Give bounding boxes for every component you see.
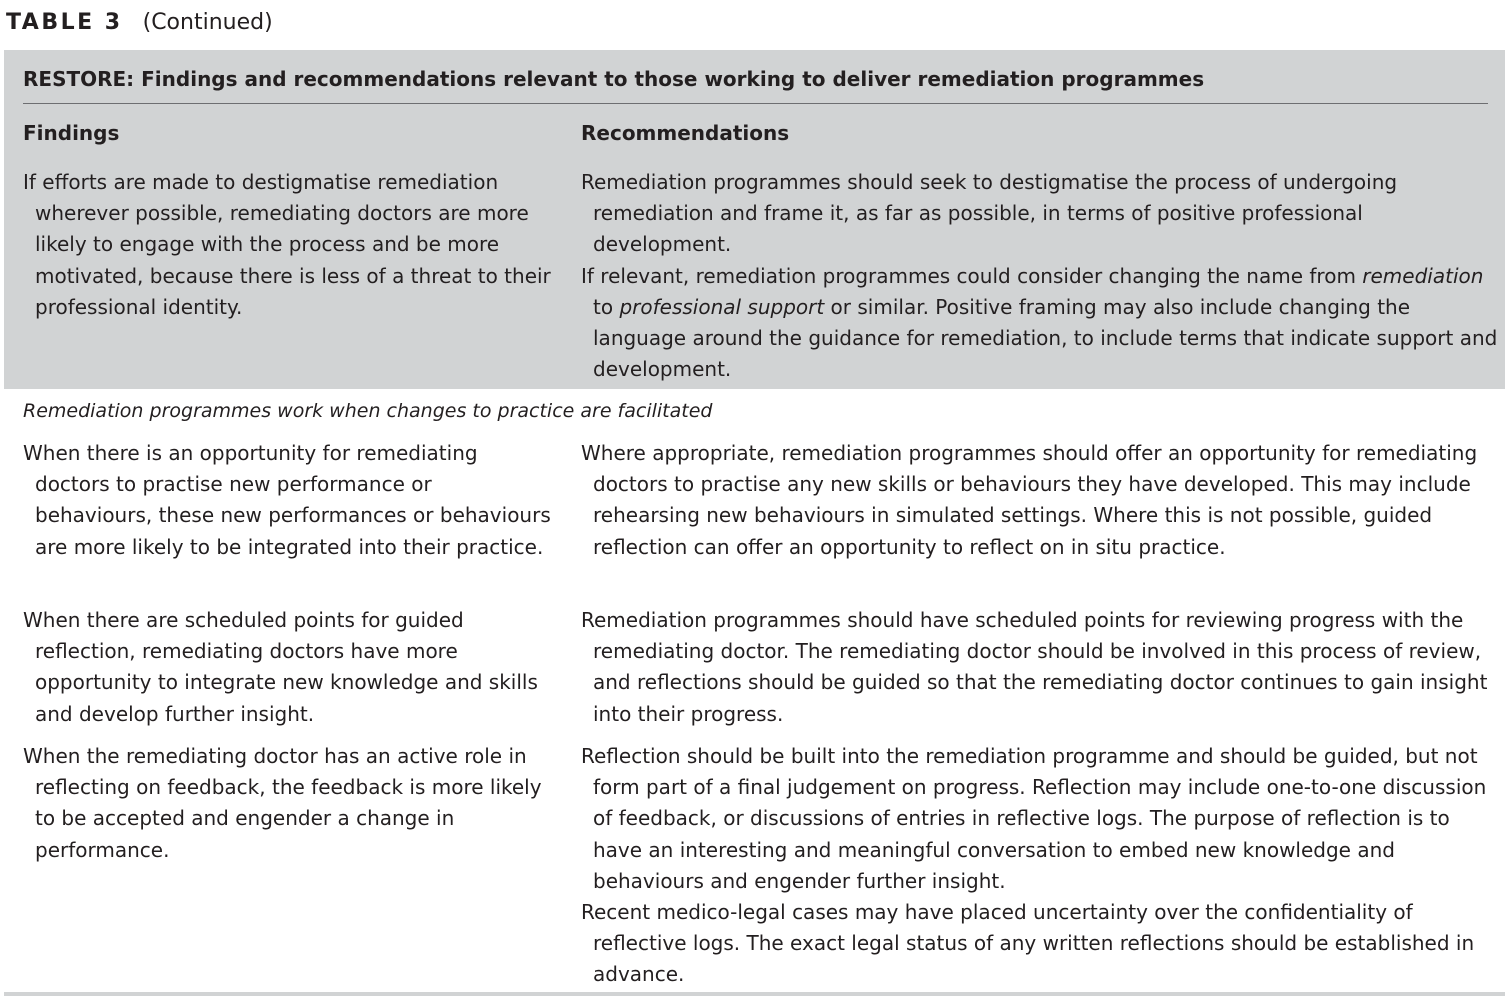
row1-recommendation-cell — [581, 167, 1501, 385]
row1-finding: If efforts are made to destigmatise remediation wherever possible, remediating doctors are more likely to engage with the process and be more motivated, because there is less of a threat to their professional identity. — [23, 170, 551, 319]
column-header-recommendations: Recommendations — [581, 121, 790, 145]
row2-recommendation-cell — [581, 438, 1501, 563]
section-label: Remediation programmes work when changes to practice are facilitated — [23, 400, 713, 422]
column-header-findings: Findings — [23, 121, 120, 145]
row2-recommendation: Where appropriate, remediation programmes should offer an opportunity for remediating doctors to practise any new skills or behaviours they have developed. This may include rehearsing new behaviours in simulated settings. Where this is not possible, guided reflection can offer an opportunity to reflect on in situ practice. — [581, 441, 1478, 559]
table-title: RESTORE: Findings and recommendations relevant to those working to deliver remediation programmes — [23, 67, 1205, 91]
table-label: TABLE 3 — [6, 10, 123, 35]
row3-recommendation-cell — [581, 605, 1501, 730]
row4-recommendation-2: Recent medico-legal cases may have placed uncertainty over the confidentiality of reflective logs. The exact legal status of any written reflections should be established in advance. — [581, 900, 1475, 987]
row4-recommendation-cell — [581, 741, 1501, 991]
row1-finding-cell — [23, 167, 553, 323]
row3-finding-cell — [23, 605, 553, 730]
row1-recommendation-1: Remediation programmes should seek to destigmatise the process of undergoing remediation and frame it, as far as possible, in terms of positive professional development. — [581, 170, 1398, 257]
header-divider — [23, 103, 1488, 104]
row3-recommendation: Remediation programmes should have scheduled points for reviewing progress with the remediating doctor. The remediating doctor should be involved in this process of review, and reflections should be guided so that the remediating doctor continues to gain insight into their progress. — [581, 608, 1488, 726]
row2-finding: When there is an opportunity for remediating doctors to practise new performance or behaviours, these new performances or behaviours are more likely to be integrated into their practice. — [23, 441, 551, 559]
row4-finding-cell — [23, 741, 553, 866]
row4-recommendation-1: Reflection should be built into the remediation programme and should be guided, but not form part of a final judgement on progress. Reflection may include one-to-one discussion of feedback, or discussions of entries in reflective logs. The purpose of reflection is to have an interesting and meaningful conversation to embed new knowledge and behaviours and engender further insight. — [581, 744, 1487, 893]
row3-finding: When there are scheduled points for guided reflection, remediating doctors have more opportunity to integrate new knowledge and skills and develop further insight. — [23, 608, 538, 726]
continued-label: (Continued) — [142, 10, 273, 35]
table-caption — [6, 8, 273, 38]
table-bottom-rule — [4, 992, 1505, 996]
row2-finding-cell — [23, 438, 553, 563]
row1-recommendation-2: If relevant, remediation programmes could consider changing the name from remediation to professional support or similar. Positive framing may also include changing the language around the guidance for remediation, to include terms that indicate support and development. — [581, 263, 1498, 382]
row4-finding: When the remediating doctor has an active role in reflecting on feedback, the feedback is more likely to be accepted and engender a change in performance. — [23, 744, 542, 862]
